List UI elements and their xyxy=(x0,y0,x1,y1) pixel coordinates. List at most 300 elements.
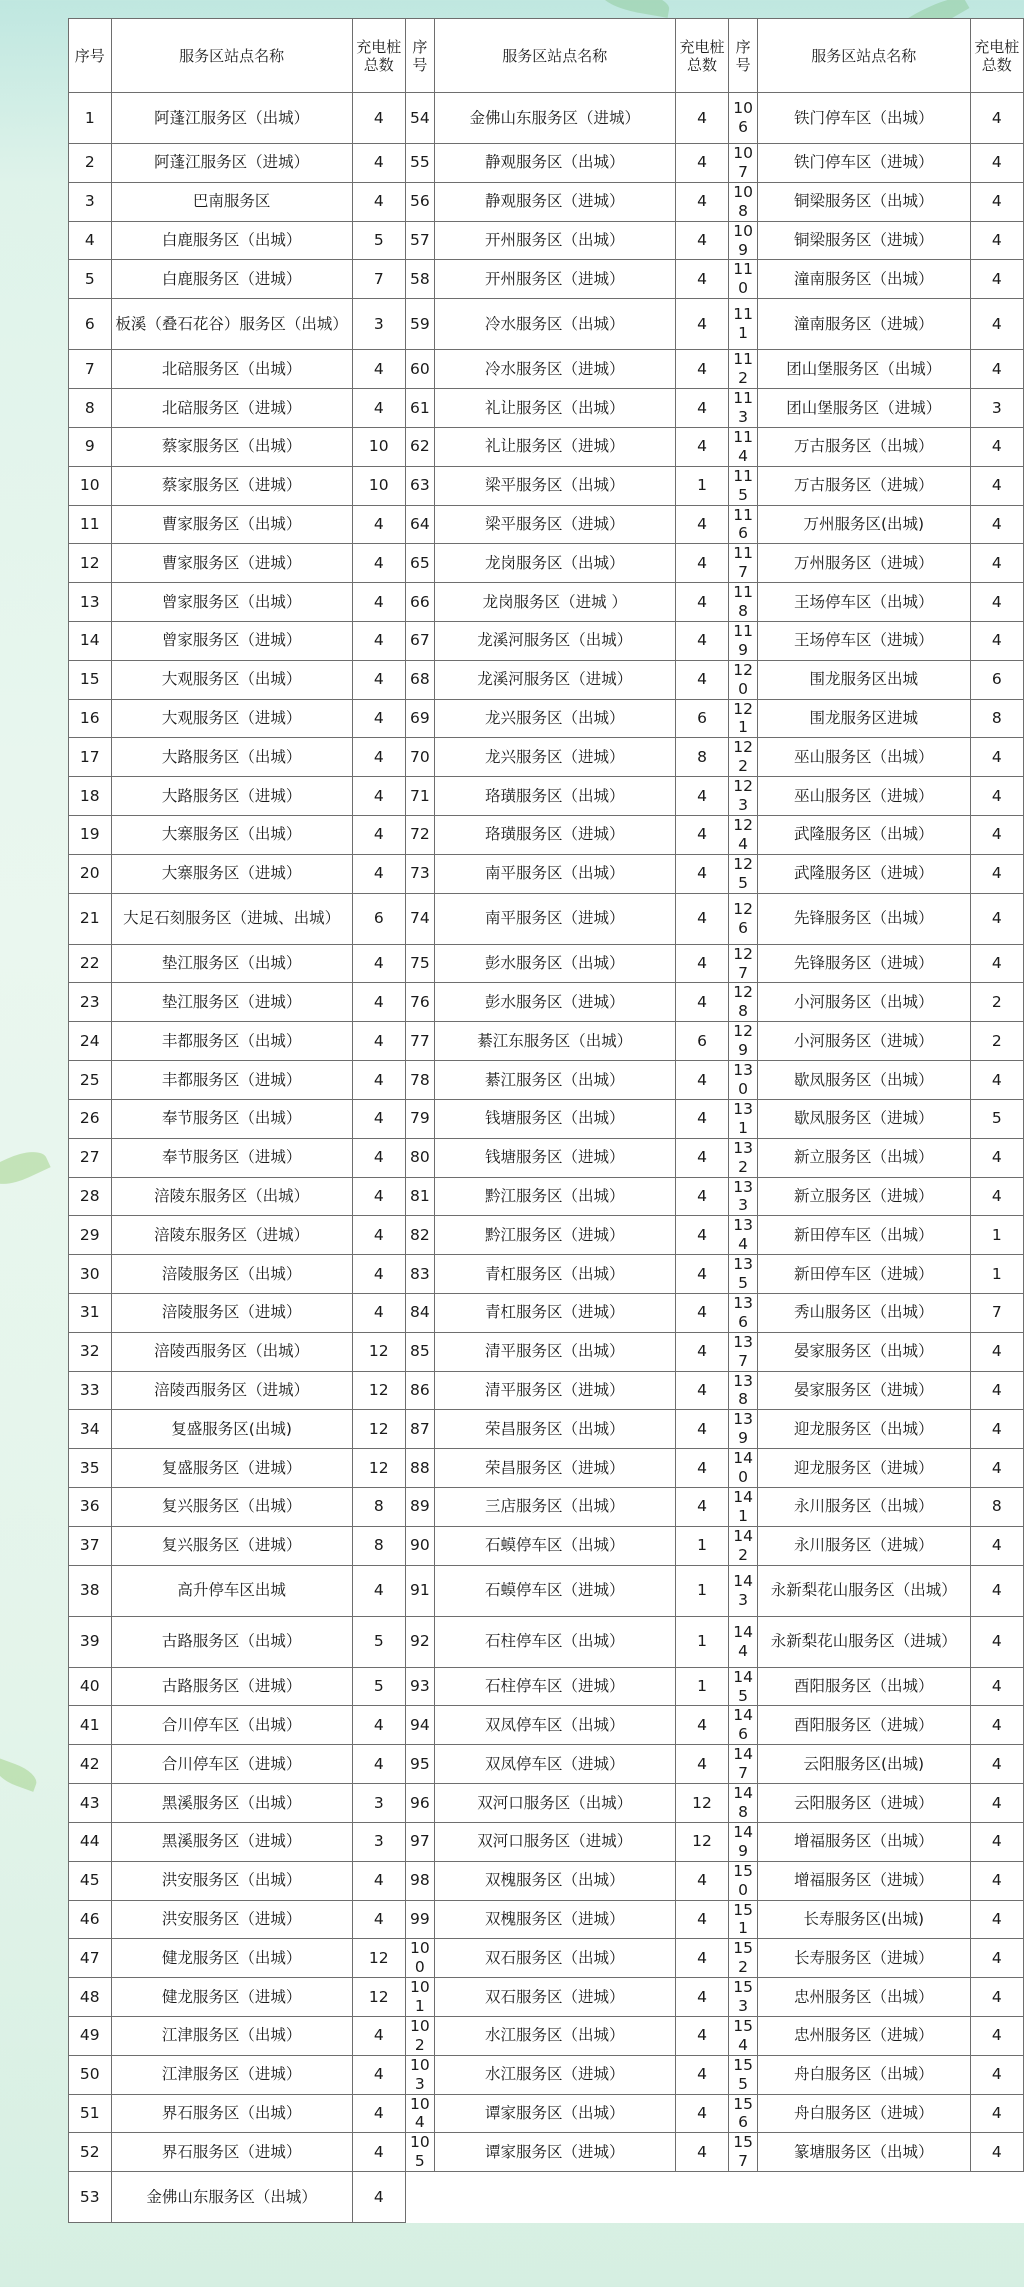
cell-count: 4 xyxy=(352,2133,405,2172)
cell-count: 10 xyxy=(352,466,405,505)
cell-name: 荣昌服务区（出城） xyxy=(434,1410,675,1449)
cell-seq: 98 xyxy=(405,1861,434,1900)
cell-seq: 138 xyxy=(729,1371,758,1410)
cell-count: 4 xyxy=(675,427,728,466)
cell-seq: 33 xyxy=(69,1371,112,1410)
cell-count: 4 xyxy=(970,1822,1023,1861)
cell-seq: 86 xyxy=(405,1371,434,1410)
cell-seq: 149 xyxy=(729,1822,758,1861)
cell-count: 8 xyxy=(352,1526,405,1565)
cell-seq: 66 xyxy=(405,583,434,622)
cell-name: 三店服务区（出城） xyxy=(434,1488,675,1527)
cell-seq: 153 xyxy=(729,1978,758,2017)
cell-name: 新田停车区（进城） xyxy=(758,1255,971,1294)
header-name: 服务区站点名称 xyxy=(758,19,971,93)
cell-count: 4 xyxy=(352,621,405,660)
cell-seq: 124 xyxy=(729,816,758,855)
table-row xyxy=(69,893,1024,944)
cell-count: 4 xyxy=(675,389,728,428)
cell-count: 4 xyxy=(970,1784,1023,1823)
cell-seq: 78 xyxy=(405,1061,434,1100)
table-row xyxy=(69,1526,1024,1565)
cell-seq: 57 xyxy=(405,221,434,260)
cell-seq: 148 xyxy=(729,1784,758,1823)
cell-seq: 156 xyxy=(729,2094,758,2133)
cell-name: 万州服务区(出城) xyxy=(758,505,971,544)
cell-name: 青杠服务区（出城） xyxy=(434,1255,675,1294)
cell-count: 12 xyxy=(352,1449,405,1488)
cell-seq: 83 xyxy=(405,1255,434,1294)
table-row xyxy=(69,2094,1024,2133)
cell-seq: 54 xyxy=(405,93,434,144)
cell-name: 增福服务区（进城） xyxy=(758,1861,971,1900)
cell-seq: 20 xyxy=(69,854,112,893)
cell-count: 4 xyxy=(675,1332,728,1371)
cell-seq: 126 xyxy=(729,893,758,944)
cell-seq: 1 xyxy=(69,93,112,144)
cell-count: 4 xyxy=(970,505,1023,544)
cell-seq: 23 xyxy=(69,983,112,1022)
cell-count: 5 xyxy=(352,221,405,260)
cell-count: 4 xyxy=(675,1061,728,1100)
table-row xyxy=(69,1216,1024,1255)
cell-seq: 93 xyxy=(405,1667,434,1706)
cell-count: 4 xyxy=(675,1939,728,1978)
cell-count: 4 xyxy=(970,1138,1023,1177)
cell-count: 4 xyxy=(970,1861,1023,1900)
cell-name: 白鹿服务区（进城） xyxy=(111,260,352,299)
cell-count: 1 xyxy=(970,1255,1023,1294)
cell-name: 水江服务区（进城） xyxy=(434,2055,675,2094)
cell-name: 云阳服务区(出城) xyxy=(758,1745,971,1784)
cell-name: 开州服务区（出城） xyxy=(434,221,675,260)
cell-count: 4 xyxy=(970,738,1023,777)
cell-name: 黑溪服务区（进城） xyxy=(111,1822,352,1861)
cell-count: 12 xyxy=(352,1371,405,1410)
cell-count: 1 xyxy=(970,1216,1023,1255)
cell-seq: 22 xyxy=(69,944,112,983)
cell-count: 4 xyxy=(970,2055,1023,2094)
cell-count: 4 xyxy=(352,505,405,544)
cell-name: 团山堡服务区（出城） xyxy=(758,350,971,389)
cell-count: 8 xyxy=(675,738,728,777)
cell-name: 荣昌服务区（进城） xyxy=(434,1449,675,1488)
cell-seq: 90 xyxy=(405,1526,434,1565)
cell-name: 大寨服务区（进城） xyxy=(111,854,352,893)
table-row xyxy=(69,466,1024,505)
cell-count: 4 xyxy=(352,93,405,144)
cell-count: 4 xyxy=(970,816,1023,855)
header-count: 充电桩总数 xyxy=(970,19,1023,93)
cell-name: 金佛山东服务区（进城） xyxy=(434,93,675,144)
cell-seq: 152 xyxy=(729,1939,758,1978)
cell-seq: 85 xyxy=(405,1332,434,1371)
table-row xyxy=(69,583,1024,622)
cell-name: 先锋服务区（出城） xyxy=(758,893,971,944)
cell-count: 7 xyxy=(970,1293,1023,1332)
cell-count: 8 xyxy=(352,1488,405,1527)
cell-name: 王场停车区（出城） xyxy=(758,583,971,622)
cell-seq: 71 xyxy=(405,777,434,816)
cell-count: 4 xyxy=(970,1061,1023,1100)
cell-name: 涪陵西服务区（出城） xyxy=(111,1332,352,1371)
cell-count: 4 xyxy=(675,583,728,622)
cell-name: 界石服务区（出城） xyxy=(111,2094,352,2133)
cell-seq: 6 xyxy=(69,299,112,350)
cell-count: 5 xyxy=(352,1616,405,1667)
cell-count: 4 xyxy=(352,350,405,389)
cell-name: 双槐服务区（进城） xyxy=(434,1900,675,1939)
cell-name: 谭家服务区（进城） xyxy=(434,2133,675,2172)
cell-seq: 42 xyxy=(69,1745,112,1784)
header-count: 充电桩总数 xyxy=(675,19,728,93)
cell-seq: 67 xyxy=(405,621,434,660)
cell-name: 万古服务区（出城） xyxy=(758,427,971,466)
cell-count: 4 xyxy=(352,1706,405,1745)
cell-seq: 123 xyxy=(729,777,758,816)
cell-name: 涪陵服务区（进城） xyxy=(111,1293,352,1332)
cell-seq: 95 xyxy=(405,1745,434,1784)
cell-name: 礼让服务区（进城） xyxy=(434,427,675,466)
cell-seq: 147 xyxy=(729,1745,758,1784)
cell-seq: 111 xyxy=(729,299,758,350)
cell-name: 新立服务区（进城） xyxy=(758,1177,971,1216)
table-row xyxy=(69,777,1024,816)
cell-count: 4 xyxy=(675,2094,728,2133)
cell-name: 围龙服务区进城 xyxy=(758,699,971,738)
cell-name: 金佛山东服务区（出城） xyxy=(111,2172,352,2223)
table-row xyxy=(69,1978,1024,2017)
cell-seq: 35 xyxy=(69,1449,112,1488)
cell-count: 4 xyxy=(352,2055,405,2094)
cell-count: 4 xyxy=(970,93,1023,144)
cell-name: 健龙服务区（进城） xyxy=(111,1978,352,2017)
table-row xyxy=(69,1022,1024,1061)
cell-count: 4 xyxy=(970,144,1023,183)
cell-name: 蔡家服务区（进城） xyxy=(111,466,352,505)
cell-count: 4 xyxy=(675,1410,728,1449)
cell-name: 永川服务区（出城） xyxy=(758,1488,971,1527)
cell-name: 巫山服务区（出城） xyxy=(758,738,971,777)
cell-count: 4 xyxy=(970,621,1023,660)
cell-count: 4 xyxy=(970,544,1023,583)
cell-name: 奉节服务区（出城） xyxy=(111,1099,352,1138)
cell-seq: 100 xyxy=(405,1939,434,1978)
cell-count: 4 xyxy=(970,350,1023,389)
cell-seq: 26 xyxy=(69,1099,112,1138)
cell-seq: 89 xyxy=(405,1488,434,1527)
cell-count: 4 xyxy=(970,1526,1023,1565)
cell-count: 4 xyxy=(352,583,405,622)
cell-count: 3 xyxy=(970,389,1023,428)
cell-name: 双石服务区（出城） xyxy=(434,1939,675,1978)
cell-count: 4 xyxy=(675,621,728,660)
cell-name: 曾家服务区（出城） xyxy=(111,583,352,622)
header-seq: 序号 xyxy=(729,19,758,93)
cell-count: 4 xyxy=(970,427,1023,466)
cell-count: 1 xyxy=(675,1616,728,1667)
cell-name: 南平服务区（进城） xyxy=(434,893,675,944)
cell-count: 4 xyxy=(970,944,1023,983)
cell-seq: 119 xyxy=(729,621,758,660)
cell-name: 迎龙服务区（出城） xyxy=(758,1410,971,1449)
cell-name: 先锋服务区（进城） xyxy=(758,944,971,983)
header-name: 服务区站点名称 xyxy=(111,19,352,93)
cell-count: 4 xyxy=(352,660,405,699)
table-row xyxy=(69,854,1024,893)
cell-count: 4 xyxy=(352,1099,405,1138)
cell-name: 石柱停车区（出城） xyxy=(434,1616,675,1667)
cell-seq: 12 xyxy=(69,544,112,583)
cell-count: 4 xyxy=(352,1565,405,1616)
cell-seq: 154 xyxy=(729,2016,758,2055)
cell-name: 双槐服务区（出城） xyxy=(434,1861,675,1900)
cell-seq: 113 xyxy=(729,389,758,428)
cell-count: 6 xyxy=(352,893,405,944)
table-row xyxy=(69,1667,1024,1706)
charging-station-table xyxy=(68,18,1024,2223)
cell-count: 4 xyxy=(352,182,405,221)
cell-count: 12 xyxy=(352,1978,405,2017)
cell-name: 长寿服务区(出城) xyxy=(758,1900,971,1939)
cell-name: 黑溪服务区（出城） xyxy=(111,1784,352,1823)
cell-name: 石蟆停车区（进城） xyxy=(434,1565,675,1616)
cell-seq: 106 xyxy=(729,93,758,144)
cell-seq: 104 xyxy=(405,2094,434,2133)
cell-seq: 103 xyxy=(405,2055,434,2094)
cell-count: 4 xyxy=(675,1449,728,1488)
cell-seq: 155 xyxy=(729,2055,758,2094)
cell-name: 晏家服务区（出城） xyxy=(758,1332,971,1371)
cell-name: 增福服务区（出城） xyxy=(758,1822,971,1861)
table-row xyxy=(69,1616,1024,1667)
cell-name: 复盛服务区(出城) xyxy=(111,1410,352,1449)
cell-count: 4 xyxy=(675,221,728,260)
cell-seq: 17 xyxy=(69,738,112,777)
cell-count: 4 xyxy=(675,260,728,299)
table-row xyxy=(69,93,1024,144)
cell-count: 4 xyxy=(352,983,405,1022)
cell-count: 4 xyxy=(352,1022,405,1061)
cell-name: 江津服务区（出城） xyxy=(111,2016,352,2055)
leaf-decoration xyxy=(0,1758,40,1792)
cell-seq: 61 xyxy=(405,389,434,428)
cell-seq: 101 xyxy=(405,1978,434,2017)
cell-name: 阿蓬江服务区（进城） xyxy=(111,144,352,183)
cell-count: 4 xyxy=(675,144,728,183)
table-row xyxy=(69,944,1024,983)
cell-name: 云阳服务区（进城） xyxy=(758,1784,971,1823)
cell-seq: 128 xyxy=(729,983,758,1022)
table-row xyxy=(69,2055,1024,2094)
cell-name: 铁门停车区（出城） xyxy=(758,93,971,144)
cell-count: 4 xyxy=(970,1706,1023,1745)
cell-name: 秀山服务区（出城） xyxy=(758,1293,971,1332)
cell-seq: 5 xyxy=(69,260,112,299)
cell-name: 王场停车区（进城） xyxy=(758,621,971,660)
cell-seq: 4 xyxy=(69,221,112,260)
cell-seq: 130 xyxy=(729,1061,758,1100)
empty-cell xyxy=(434,2172,675,2223)
cell-count: 4 xyxy=(970,1745,1023,1784)
cell-name: 迎龙服务区（进城） xyxy=(758,1449,971,1488)
cell-seq: 63 xyxy=(405,466,434,505)
cell-count: 4 xyxy=(675,1255,728,1294)
cell-seq: 84 xyxy=(405,1293,434,1332)
cell-name: 歇凤服务区（出城） xyxy=(758,1061,971,1100)
cell-count: 4 xyxy=(352,1745,405,1784)
cell-name: 钱塘服务区（出城） xyxy=(434,1099,675,1138)
header-seq: 序号 xyxy=(405,19,434,93)
cell-count: 7 xyxy=(352,260,405,299)
cell-seq: 135 xyxy=(729,1255,758,1294)
cell-seq: 157 xyxy=(729,2133,758,2172)
cell-name: 大寨服务区（出城） xyxy=(111,816,352,855)
header-count: 充电桩总数 xyxy=(352,19,405,93)
cell-count: 1 xyxy=(675,1667,728,1706)
cell-seq: 108 xyxy=(729,182,758,221)
cell-name: 歇凤服务区（进城） xyxy=(758,1099,971,1138)
cell-count: 4 xyxy=(675,1861,728,1900)
cell-count: 4 xyxy=(352,777,405,816)
cell-name: 丰都服务区（进城） xyxy=(111,1061,352,1100)
cell-name: 小河服务区（进城） xyxy=(758,1022,971,1061)
cell-count: 4 xyxy=(970,466,1023,505)
cell-seq: 37 xyxy=(69,1526,112,1565)
table-row xyxy=(69,1900,1024,1939)
cell-name: 舟白服务区（出城） xyxy=(758,2055,971,2094)
cell-name: 龙溪河服务区（出城） xyxy=(434,621,675,660)
cell-count: 4 xyxy=(970,893,1023,944)
cell-seq: 79 xyxy=(405,1099,434,1138)
cell-count: 4 xyxy=(970,2094,1023,2133)
cell-count: 4 xyxy=(352,2172,405,2223)
cell-seq: 82 xyxy=(405,1216,434,1255)
cell-count: 4 xyxy=(675,1099,728,1138)
cell-count: 6 xyxy=(675,699,728,738)
cell-count: 4 xyxy=(352,1293,405,1332)
cell-count: 4 xyxy=(675,182,728,221)
cell-count: 4 xyxy=(675,2133,728,2172)
leaf-decoration xyxy=(599,0,672,18)
cell-seq: 91 xyxy=(405,1565,434,1616)
cell-count: 4 xyxy=(352,1177,405,1216)
cell-seq: 145 xyxy=(729,1667,758,1706)
cell-count: 4 xyxy=(675,1900,728,1939)
cell-count: 4 xyxy=(352,2016,405,2055)
cell-count: 4 xyxy=(970,221,1023,260)
cell-name: 永川服务区（进城） xyxy=(758,1526,971,1565)
cell-name: 石柱停车区（进城） xyxy=(434,1667,675,1706)
cell-name: 奉节服务区（进城） xyxy=(111,1138,352,1177)
cell-count: 12 xyxy=(352,1332,405,1371)
cell-seq: 109 xyxy=(729,221,758,260)
cell-count: 6 xyxy=(675,1022,728,1061)
cell-name: 黔江服务区（进城） xyxy=(434,1216,675,1255)
cell-name: 涪陵东服务区（进城） xyxy=(111,1216,352,1255)
cell-count: 4 xyxy=(675,1706,728,1745)
cell-name: 珞璜服务区（出城） xyxy=(434,777,675,816)
empty-cell xyxy=(758,2172,971,2223)
table-row xyxy=(69,1138,1024,1177)
cell-seq: 25 xyxy=(69,1061,112,1100)
cell-seq: 77 xyxy=(405,1022,434,1061)
cell-name: 洪安服务区（进城） xyxy=(111,1900,352,1939)
empty-cell xyxy=(675,2172,728,2223)
cell-name: 武隆服务区（进城） xyxy=(758,854,971,893)
cell-name: 梁平服务区（进城） xyxy=(434,505,675,544)
cell-seq: 49 xyxy=(69,2016,112,2055)
cell-seq: 127 xyxy=(729,944,758,983)
cell-name: 舟白服务区（进城） xyxy=(758,2094,971,2133)
cell-seq: 16 xyxy=(69,699,112,738)
cell-count: 4 xyxy=(675,893,728,944)
cell-seq: 81 xyxy=(405,1177,434,1216)
cell-count: 4 xyxy=(352,1138,405,1177)
cell-seq: 96 xyxy=(405,1784,434,1823)
table-row xyxy=(69,144,1024,183)
cell-name: 篆塘服务区（出城） xyxy=(758,2133,971,2172)
cell-name: 酉阳服务区（出城） xyxy=(758,1667,971,1706)
cell-seq: 142 xyxy=(729,1526,758,1565)
cell-name: 垫江服务区（进城） xyxy=(111,983,352,1022)
cell-count: 10 xyxy=(352,427,405,466)
cell-seq: 19 xyxy=(69,816,112,855)
cell-seq: 40 xyxy=(69,1667,112,1706)
cell-count: 4 xyxy=(352,389,405,428)
cell-seq: 43 xyxy=(69,1784,112,1823)
cell-seq: 41 xyxy=(69,1706,112,1745)
cell-name: 龙岗服务区（出城） xyxy=(434,544,675,583)
cell-count: 4 xyxy=(352,1061,405,1100)
cell-name: 珞璜服务区（进城） xyxy=(434,816,675,855)
cell-seq: 52 xyxy=(69,2133,112,2172)
cell-count: 12 xyxy=(675,1822,728,1861)
cell-name: 北碚服务区（进城） xyxy=(111,389,352,428)
cell-count: 4 xyxy=(970,1177,1023,1216)
cell-count: 4 xyxy=(675,944,728,983)
table-row xyxy=(69,1861,1024,1900)
cell-count: 4 xyxy=(970,1371,1023,1410)
cell-name: 石蟆停车区（出城） xyxy=(434,1526,675,1565)
cell-seq: 105 xyxy=(405,2133,434,2172)
cell-name: 双石服务区（进城） xyxy=(434,1978,675,2017)
cell-seq: 2 xyxy=(69,144,112,183)
cell-seq: 24 xyxy=(69,1022,112,1061)
cell-name: 永新梨花山服务区（出城） xyxy=(758,1565,971,1616)
cell-seq: 30 xyxy=(69,1255,112,1294)
cell-name: 曹家服务区（进城） xyxy=(111,544,352,583)
cell-seq: 68 xyxy=(405,660,434,699)
cell-count: 4 xyxy=(675,1216,728,1255)
table-row xyxy=(69,544,1024,583)
cell-count: 4 xyxy=(352,1216,405,1255)
cell-name: 合川停车区（出城） xyxy=(111,1706,352,1745)
cell-name: 开州服务区（进城） xyxy=(434,260,675,299)
cell-name: 水江服务区（出城） xyxy=(434,2016,675,2055)
cell-seq: 75 xyxy=(405,944,434,983)
cell-count: 4 xyxy=(970,2016,1023,2055)
cell-count: 4 xyxy=(675,660,728,699)
table-row xyxy=(69,182,1024,221)
empty-cell xyxy=(405,2172,434,2223)
cell-count: 1 xyxy=(675,1526,728,1565)
cell-name: 龙兴服务区（出城） xyxy=(434,699,675,738)
cell-count: 4 xyxy=(352,738,405,777)
cell-count: 4 xyxy=(970,1449,1023,1488)
cell-seq: 140 xyxy=(729,1449,758,1488)
cell-count: 4 xyxy=(675,1745,728,1784)
